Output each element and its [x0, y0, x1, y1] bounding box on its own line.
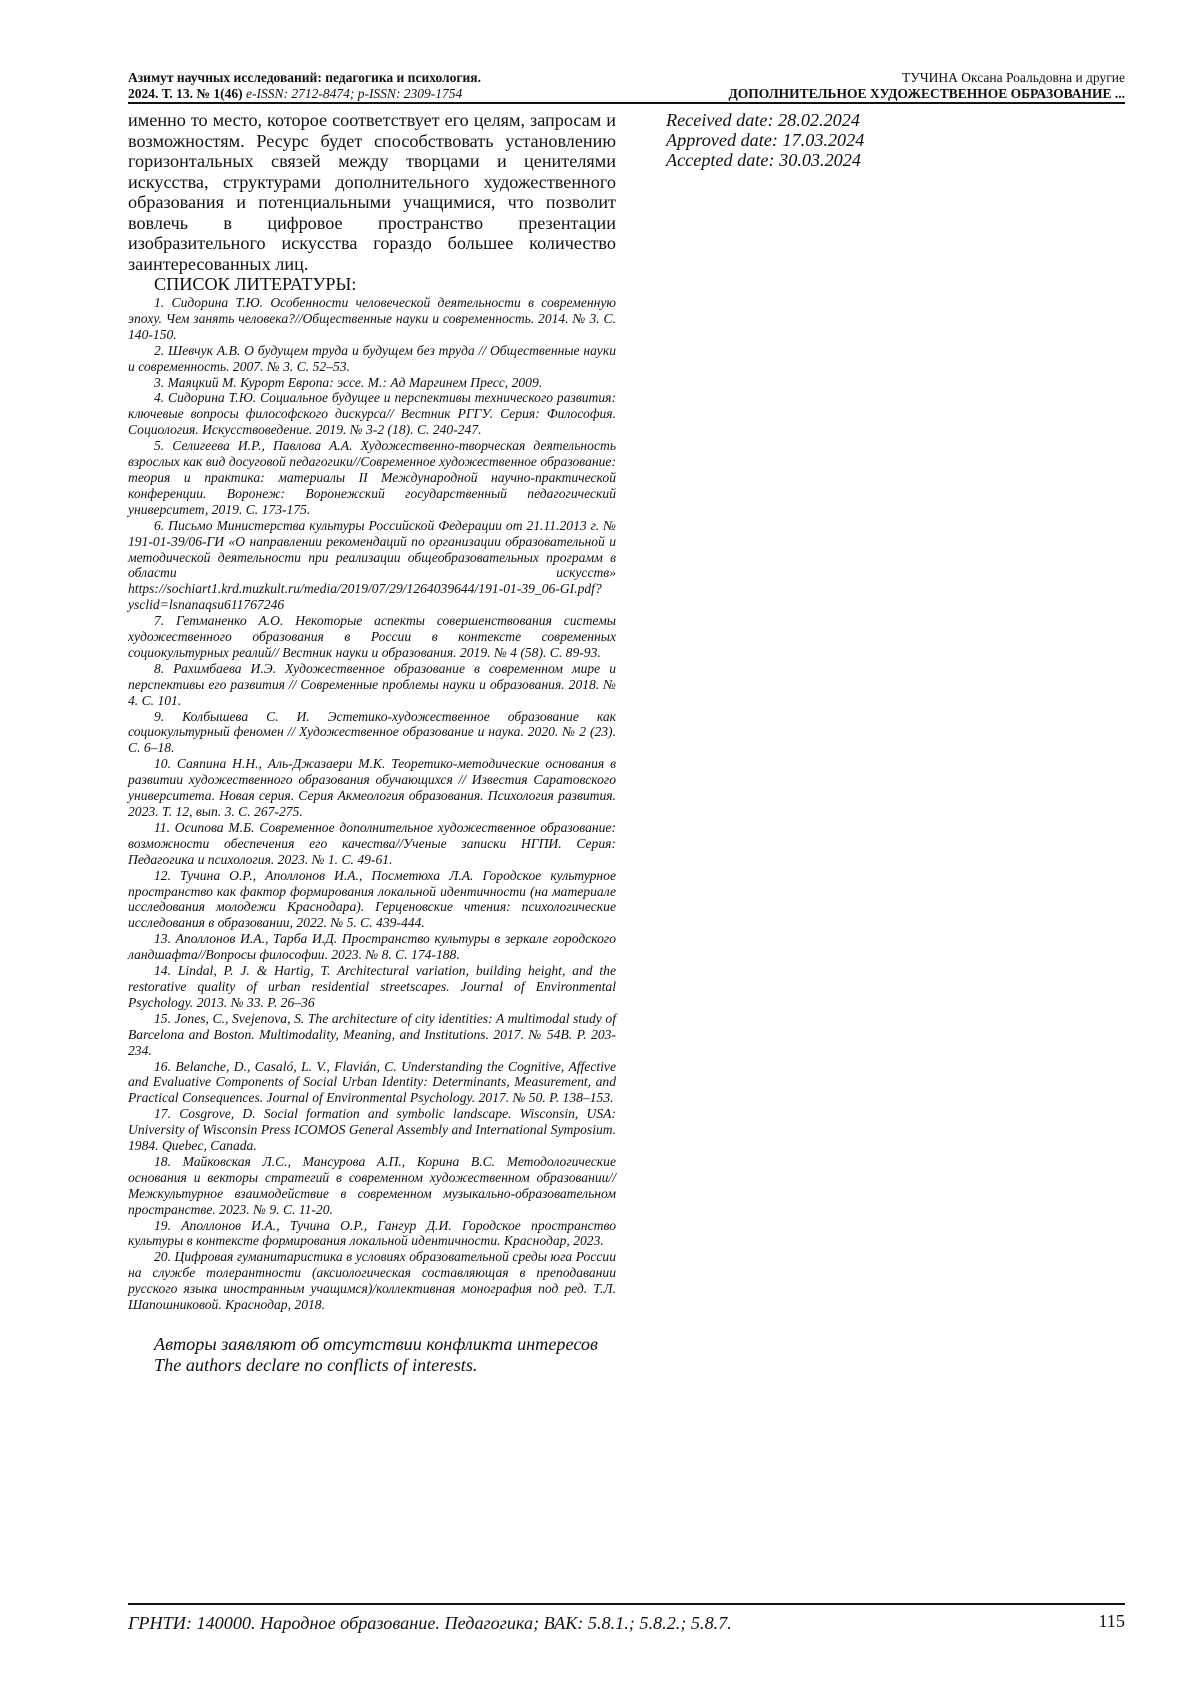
reference-item: 1. Сидорина Т.Ю. Особенности человеческой деятельности в современную эпоху. Чем занять человека?//Общественные науки и современность. 2014. № 3. С. 140-150. — [128, 295, 616, 342]
reference-item: 18. Майковская Л.С., Мансурова А.П., Корина В.С. Методологические основания и векторы стратегий в современном художественном образовании// Межкультурное взаимодействие в современном музыкально-образовательном пространстве. 2023. № 9. С. 11-20. — [128, 1153, 616, 1217]
classification-codes: ГРНТИ: 140000. Народное образование. Педагогика; ВАК: 5.8.1.; 5.8.2.; 5.8.7. — [128, 1613, 732, 1633]
article-info — [728, 70, 1125, 102]
reference-item: 2. Шевчук А.В. О будущем труда и будущем без труда // Общественные науки и современность. 2007. № 3. С. 52–53. — [128, 342, 616, 374]
page-header — [128, 70, 1125, 104]
reference-item: 20. Цифровая гуманитаристика в условиях образовательной среды юга России на службе толерантности (аксиологическая составляющая в преподавании русского языка иностранным учащимся)/коллективная монография под ред. Т.Л. Шапошниковой. Краснодар, 2018. — [128, 1249, 616, 1313]
reference-item: 4. Сидорина Т.Ю. Социальное будущее и перспективы технического развития: ключевые вопросы философского дискурса// Вестник РГГУ. Серия: Философия. Социология. Искусствоведение. 2019. № 3-2 (18). С. 240-247. — [128, 390, 616, 438]
journal-info — [128, 70, 481, 102]
page-number: 115 — [1098, 1611, 1125, 1631]
conflict-statement — [128, 1334, 616, 1375]
left-column — [128, 110, 616, 1375]
reference-item: 17. Cosgrove, D. Social formation and symbolic landscape. Wisconsin, USA: University of Wisconsin Press ICOMOS General Assembly and International Symposium. 1984. Quebec, Canada. — [128, 1106, 616, 1154]
reference-item: 3. Маяцкий М. Курорт Европа: эссе. М.: Ад Маргинем Пресс, 2009. — [154, 374, 543, 390]
approved-date: Approved date: 17.03.2024 — [666, 130, 865, 150]
conflict-statement-en: The authors declare no conflicts of interests. — [154, 1354, 478, 1375]
article-running-title: ДОПОЛНИТЕЛЬНОЕ ХУДОЖЕСТВЕННОЕ ОБРАЗОВАНИЕ ... — [728, 86, 1125, 101]
reference-item: 12. Тучина О.Р., Аполлонов И.А., Посметюха Л.А. Городское культурное пространство как фактор формирования локальной идентичности (на материале исследования молодежи Краснодара). Герценовские чтения: психологические исследования в образовании, 2022. № 5. С. 439-444. — [128, 867, 616, 931]
journal-issue-line — [128, 86, 481, 102]
reference-item: 7. Гетманенко А.О. Некоторые аспекты совершенствования системы художественного образования в России в контексте современных социокультурных реалий// Вестник науки и образования. 2019. № 4 (58). С. 89-93. — [128, 613, 616, 660]
reference-item: 16. Belanche, D., Casaló, L. V., Flavián, C. Understanding the Cognitive, Affective and Evaluative Components of Social Urban Identity: Determinants, Measurement, and Practical Consequences. Journal of Environmental Psychology. 2017. № 50. P. 138–153. — [128, 1058, 616, 1106]
body-paragraph: именно то место, которое соответствует его целям, запросам и возможностям. Ресурс будет способствовать установлению горизонтальных связей между творцами и ценителями искусства, структурами дополнительного художественного образования и потенциальными учащимися, что позволит вовлечь в цифровое пространство презентации изобразительного искусства гораздо большее количество заинтересованных лиц. — [128, 110, 616, 274]
reference-item: 10. Саяпина Н.Н., Аль-Джазаери М.К. Теоретико-методические основания в развитии художественного образования обучающихся // Известия Саратовского университета. Новая серия. Серия Акмеология образования. Психология развития. 2023. Т. 12, вып. 3. С. 267-275. — [128, 756, 616, 819]
received-date: Received date: 28.02.2024 — [666, 110, 860, 130]
issue-number: 2024. Т. 13. № 1(46) — [128, 86, 243, 101]
accepted-date: Accepted date: 30.03.2024 — [666, 150, 861, 170]
journal-name: Азимут научных исследований: педагогика и психология. — [128, 70, 481, 85]
reference-item: 6. Письмо Министерства культуры Российской Федерации от 21.11.2013 г. № 191-01-39/06-ГИ «О направлении рекомендаций по организации образовательной и методической деятельности при реализации общеобразовательных программ в области искусств» https://sochiart1.krd.muzkult.ru/media/2019/07/29/1264039644/191-01-39_06-GI.pdf?ysclid=lsnanaqsu611767246 — [128, 517, 616, 613]
reference-item: 5. Селигеева И.Р., Павлова А.А. Художественно-творческая деятельность взрослых как вид досуговой педагогики//Современное художественное образование: теория и практика: материалы II Международной научно-практической конференции. Воронеж: Воронежский государственный педагогический университет, 2019. С. 173-175. — [128, 438, 616, 517]
article-authors: ТУЧИНА Оксана Роальдовна и другие — [902, 70, 1125, 85]
reference-item: 19. Аполлонов И.А., Тучина О.Р., Гангур Д.И. Городское пространство культуры в контексте формирования локальной идентичности. Краснодар, 2023. — [128, 1217, 616, 1249]
reference-item: 11. Осипова М.Б. Современное дополнительное художественное образование: возможности обеспечения его качества//Ученые записки НГПИ. Серия: Педагогика и психология. 2023. № 1. С. 49-61. — [128, 819, 616, 867]
issn: e-ISSN: 2712-8474; p-ISSN: 2309-1754 — [245, 86, 463, 101]
reference-item: 14. Lindal, P. J. & Hartig, T. Architectural variation, building height, and the restorative quality of urban residential streetscapes. Journal of Environmental Psychology. 2013. № 33. P. 26–36 — [128, 963, 616, 1010]
references-list — [128, 295, 616, 1313]
reference-item: 8. Рахимбаева И.Э. Художественное образование в современном мире и перспективы его развития // Современные проблемы науки и образования. 2018. № 4. С. 101. — [128, 660, 616, 708]
reference-item: 15. Jones, C., Svejenova, S. The architecture of city identities: A multimodal study of Barcelona and Boston. Multimodality, Meaning, and Institutions. 2017. № 54B. P. 203-234. — [128, 1010, 616, 1058]
article-dates — [666, 110, 1096, 170]
reference-item: 13. Аполлонов И.А., Тарба И.Д. Пространство культуры в зеркале городского ландшафта//Вопросы философии. 2023. № 8. С. 174-188. — [128, 931, 616, 963]
references-heading: СПИСОК ЛИТЕРАТУРЫ: — [154, 274, 357, 294]
page-footer — [128, 1603, 1125, 1639]
reference-item: 9. Колбышева С. И. Эстетико-художественное образование как социокультурный феномен // Художественное образование и наука. 2020. № 2 (23). С. 6–18. — [128, 708, 616, 756]
conflict-statement-ru: Авторы заявляют об отсутствии конфликта интересов — [154, 1334, 598, 1354]
